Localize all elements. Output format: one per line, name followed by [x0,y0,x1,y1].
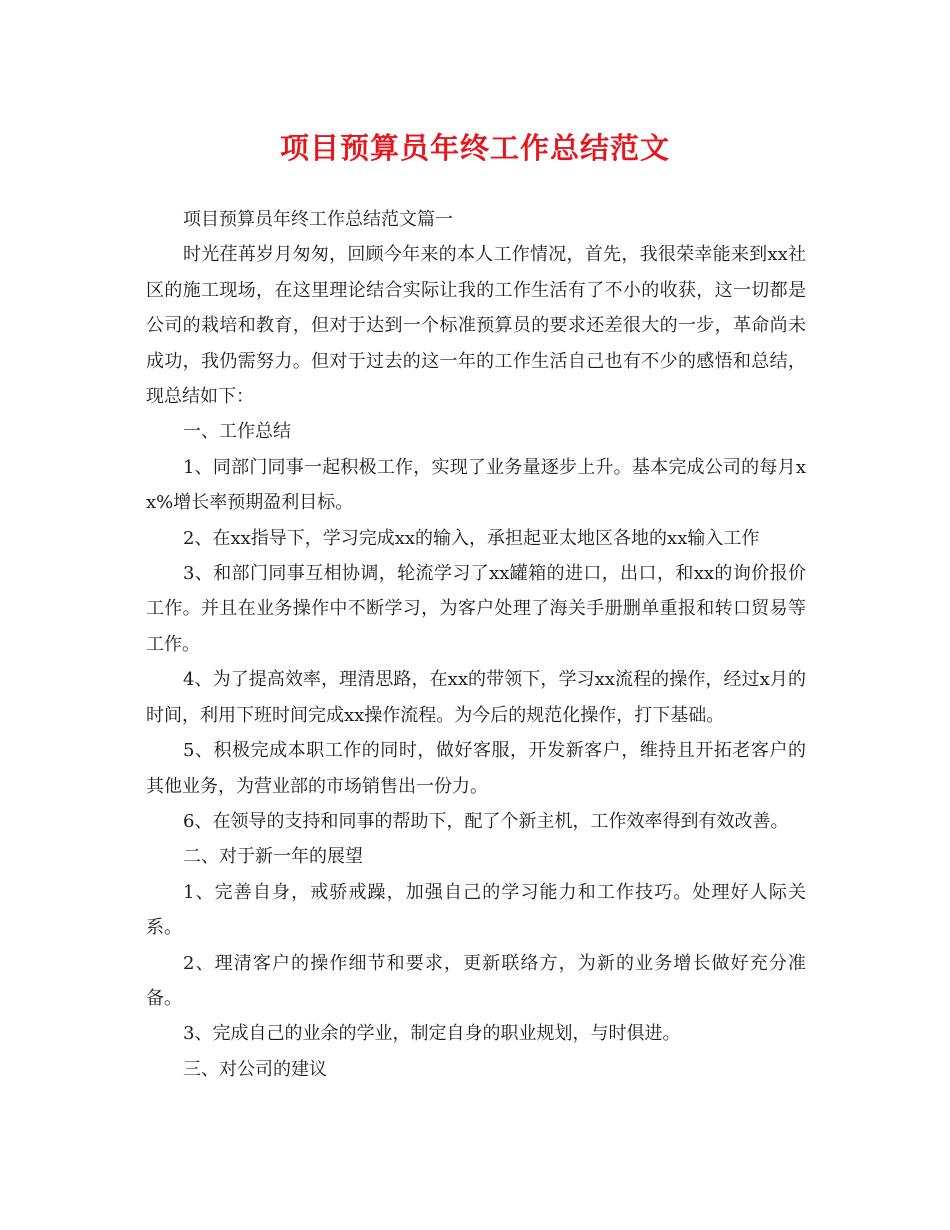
section-heading-suggestions: 三、对公司的建议 [183,1058,327,1080]
subtitle-paragraph: 项目预算员年终工作总结范文篇一 [183,209,453,230]
summary-item-4: 4、为了提高效率，理清思路，在xx的带领下，学习xx流程的操作，经过x月的时间，利用下班时间完成xx操作流程。为今后的规范化操作，打下基础。 [146,669,806,726]
section-heading-outlook: 二、对于新一年的展望 [183,846,363,868]
outlook-item-2: 2、理清客户的操作细节和要求，更新联络方，为新的业务增长做好充分准备。 [146,952,806,1009]
summary-item-3: 3、和部门同事互相协调，轮流学习了xx罐箱的进口，出口，和xx的询价报价工作。并且在业务操作中不断学习，为客户处理了海关手册删单重报和转口贸易等工作。 [146,563,806,655]
document-body [146,202,806,1087]
outlook-item-3: 3、完成自己的业余的学业，制定自身的职业规划，与时俱进。 [183,1023,681,1045]
summary-item-1: 1、同部门同事一起积极工作，实现了业务量逐步上升。基本完成公司的每月xx%增长率预期盈利目标。 [146,456,806,514]
summary-item-2: 2、在xx指导下，学习完成xx的输入，承担起亚太地区各地的xx输入工作 [183,527,760,549]
outlook-item-1: 1、完善自身，戒骄戒躁，加强自己的学习能力和工作技巧。处理好人际关系。 [146,881,806,939]
intro-paragraph: 时光荏苒岁月匆匆，回顾今年来的本人工作情况，首先，我很荣幸能来到xx社区的施工现场，在这里理论结合实际让我的工作生活有了不小的收获，这一切都是公司的栽培和教育，但对于达到一个标准预算员的要求还差很大的一步，革命尚未成功，我仍需努力。但对于过去的这一年的工作生活自己也有不少的感悟和总结，现总结如下： [146,244,806,408]
section-heading-work-summary: 一、工作总结 [183,421,291,443]
summary-item-6: 6、在领导的支持和同事的帮助下，配了个新主机，工作效率得到有效改善。 [183,810,789,832]
summary-item-5: 5、积极完成本职工作的同时，做好客服，开发新客户，维持且开拓老客户的其他业务，为营业部的市场销售出一份力。 [146,740,806,797]
document-title: 项目预算员年终工作总结范文 [279,131,670,165]
